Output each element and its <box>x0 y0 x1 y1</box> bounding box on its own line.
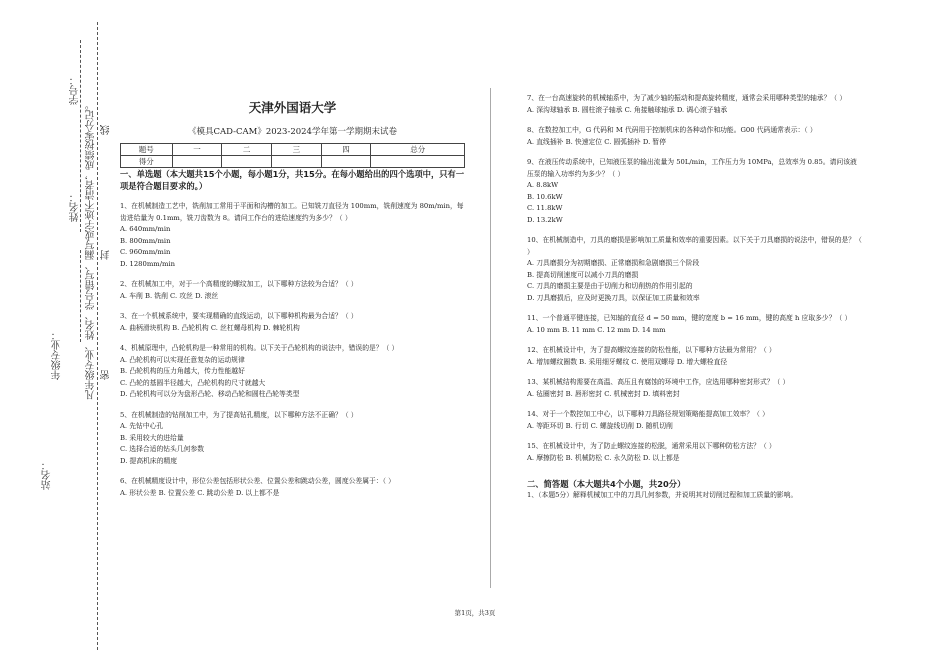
question-option[interactable]: A. 形状公差 B. 位置公差 C. 跳动公差 D. 以上都不是 <box>120 488 280 497</box>
question-stem: 2、在机械加工中，对于一个高精度的螺纹加工，以下哪种方法较为合适？（ ） <box>120 280 358 288</box>
question-item <box>527 377 862 400</box>
question-stem: 1、在机械制造工艺中，铣削加工常用于平面和沟槽的加工。已知铣刀直径为 100mm，铣削速度为 80m/min，每齿进给量为 0.1mm，铣刀齿数为 8。请问工作台的进给速度约为多少？（ ） <box>120 202 464 222</box>
left-column <box>120 168 470 499</box>
score-table <box>120 143 465 168</box>
question-item <box>120 311 470 334</box>
cut-line <box>97 22 98 650</box>
notice-text: 凡年级专业、姓名、学号错写、漏写或字迹不清者，成绩按零分记。 <box>86 100 97 400</box>
score-header: 一 <box>172 144 222 156</box>
question-stem: 15、在机械设计中，为了防止螺纹连接的松脱，通常采用以下哪种防松方法？（ ） <box>527 442 776 450</box>
exam-title: 《模具CAD-CAM》2023-2024学年第一学期期末试卷 <box>188 127 397 137</box>
question-option[interactable]: A. 车削 B. 铣削 C. 攻丝 D. 滚丝 <box>120 291 219 300</box>
score-header: 题号 <box>121 144 173 156</box>
year-major-label: 年级专业： <box>52 330 63 380</box>
student-id-label: 学号： <box>70 75 81 105</box>
question-option[interactable]: A. 等距环切 B. 行切 C. 螺旋线切削 D. 随机切削 <box>527 421 673 430</box>
seat-label: 站名： <box>42 460 53 490</box>
question-option[interactable]: A. 增加螺纹圈数 B. 采用细牙螺纹 C. 使用双螺母 D. 增大螺栓直径 <box>527 357 728 366</box>
seal-label-mi: 密 <box>101 370 112 380</box>
column-divider <box>490 88 491 588</box>
question-item <box>527 313 862 336</box>
question-option[interactable]: A. 刀具磨损分为初期磨损、正常磨损和急剧磨损三个阶段 <box>527 259 700 267</box>
question-option[interactable]: A. 先钻中心孔 <box>120 422 164 430</box>
field-line <box>80 40 81 232</box>
question-stem: 4、机械原理中，凸轮机构是一种常用的机构。以下关于凸轮机构的说法中，错误的是？（ ） <box>120 344 399 352</box>
section1-heading: 一、单选题（本大题共15个小题，每小题1分，共15分。在每小题给出的四个选项中，只有一项是符合题目要求的。） <box>120 169 465 191</box>
question-item <box>527 125 862 148</box>
question-stem: 11、一个普通平键连接，已知轴的直径 d = 50 mm，键的宽度 b = 16 mm，键的高度 h 应取多少？（ ） <box>527 314 852 322</box>
question-item <box>120 343 470 401</box>
question-item <box>120 410 470 468</box>
question-option[interactable]: D. 13.2kW <box>527 215 563 224</box>
question-option[interactable]: A. 曲柄滑块机构 B. 凸轮机构 C. 丝杠螺母机构 D. 棘轮机构 <box>120 323 300 332</box>
question-stem: 13、某机械结构需要在高温、高压且有腐蚀的环境中工作，应选用哪种密封形式？（ ） <box>527 378 790 386</box>
score-row-label: 得分 <box>121 156 173 168</box>
score-header: 总分 <box>371 144 465 156</box>
question-option[interactable]: C. 11.8kW <box>527 204 563 212</box>
question-option[interactable]: A. 640mm/min <box>120 225 171 233</box>
score-header: 四 <box>321 144 371 156</box>
question-option[interactable]: A. 摩擦防松 B. 机械防松 C. 永久防松 D. 以上都是 <box>527 453 680 462</box>
question-option[interactable]: D. 刀具磨损后，应及时更换刀具，以保证加工质量和效率 <box>527 293 700 302</box>
question-option[interactable]: A. 8.8kW <box>527 181 559 189</box>
question-stem: 3、在一个机械系统中，要实现精确的直线运动，以下哪种机构最为合适？（ ） <box>120 312 358 320</box>
score-table-header-row <box>121 144 465 156</box>
score-cell[interactable] <box>371 156 465 168</box>
seal-label-xian: 线 <box>101 125 112 135</box>
question-item <box>527 93 862 116</box>
question-list <box>120 201 470 499</box>
question-stem: 5、在机械制造的钻削加工中，为了提高钻孔精度，以下哪种方法不正确？（ ） <box>120 410 358 419</box>
section2-heading: 二、简答题（本大题共4个小题，共20分） <box>527 479 686 489</box>
question-option[interactable]: C. 刀具的磨损主要是由于切削力和切削热的作用引起的 <box>527 282 693 290</box>
question-list <box>527 93 862 464</box>
question-item <box>527 409 862 432</box>
question-option[interactable]: D. 凸轮机构可以分为盘形凸轮、移动凸轮和圆柱凸轮等类型 <box>120 390 300 398</box>
university-title: 天津外国语大学 <box>248 100 337 115</box>
name-label: 姓名： <box>70 192 81 222</box>
question-stem: 14、对于一个数控加工中心，以下哪种刀具路径规划策略能提高加工效率？（ ） <box>527 410 769 418</box>
question-item <box>527 345 862 368</box>
seal-label-feng: 封 <box>101 250 112 260</box>
question-stem: 7、在一台高速旋转的机械轴系中，为了减少轴的振动和提高旋转精度，通常会采用哪种类型的轴承？（ ） <box>527 94 847 102</box>
question-option[interactable]: A. 深沟球轴承 B. 圆柱滚子轴承 C. 角接触球轴承 D. 调心滚子轴承 <box>527 105 728 114</box>
question-item <box>527 157 862 226</box>
question-item <box>120 279 470 302</box>
question-option[interactable]: D. 1280mm/min <box>120 259 176 268</box>
question-item <box>120 201 470 270</box>
question-option[interactable]: B. 提高切削速度可以减小刀具的磨损 <box>527 270 639 279</box>
question-stem: 6、在机械精度设计中，形位公差包括形状公差、位置公差和跳动公差，圆度公差属于：（ ） <box>120 477 395 485</box>
score-cell[interactable] <box>172 156 222 168</box>
page-footer: 第1页，共3页 <box>454 609 496 617</box>
question-option[interactable]: D. 提高机床的精度 <box>120 456 178 465</box>
score-cell[interactable] <box>222 156 272 168</box>
question-option[interactable]: A. 直线插补 B. 快速定位 C. 圆弧插补 D. 暂停 <box>527 137 666 146</box>
question-option[interactable]: B. 凸轮机构的压力角越大，传力性能越好 <box>120 367 245 375</box>
question-stem: 10、在机械制造中，刀具的磨损是影响加工质量和效率的重要因素。以下关于刀具磨损的说法中，错误的是？（ ） <box>527 236 862 256</box>
question-option[interactable]: B. 800mm/min <box>120 236 171 245</box>
question-item <box>527 441 862 464</box>
question-stem: 12、在机械设计中，为了提高螺纹连接的防松性能，以下哪种方法最为常用？（ ） <box>527 346 776 354</box>
score-header: 三 <box>272 144 322 156</box>
question-stem: 9、在液压传动系统中，已知液压泵的输出流量为 50L/min，工作压力为 10MPa，总效率为 0.85。请问该液压泵的输入功率约为多少？（ ） <box>527 158 857 178</box>
question-item <box>527 235 862 304</box>
question-option[interactable]: B. 10.6kW <box>527 192 563 201</box>
score-cell[interactable] <box>321 156 371 168</box>
question-stem: 8、在数控加工中，G 代码和 M 代码用于控制机床的各种动作和功能。G00 代码通常表示：（ ） <box>527 126 817 134</box>
question-option[interactable]: A. 凸轮机构可以实现任意复杂的运动规律 <box>120 355 245 364</box>
score-table-row <box>121 156 465 168</box>
question-item <box>120 476 470 499</box>
score-cell[interactable] <box>272 156 322 168</box>
right-column <box>527 93 862 502</box>
question-option[interactable]: C. 凸轮的基圆半径越大，凸轮机构的尺寸就越大 <box>120 378 266 387</box>
question-option[interactable]: C. 960mm/min <box>120 248 171 256</box>
question-option[interactable]: A. 10 mm B. 11 mm C. 12 mm D. 14 mm <box>527 325 666 334</box>
question-option[interactable]: B. 采用较大的进给量 <box>120 433 184 442</box>
field-line-2 <box>80 250 81 342</box>
question-option[interactable]: A. 毡圈密封 B. 唇形密封 C. 机械密封 D. 填料密封 <box>527 389 680 398</box>
score-header: 二 <box>222 144 272 156</box>
short-answer-q1: 1、（本题5分）解释机械加工中的刀具几何参数，并说明其对切削过程和加工质量的影响。 <box>527 491 798 499</box>
question-option[interactable]: C. 选择合适的钻头几何参数 <box>120 445 205 453</box>
